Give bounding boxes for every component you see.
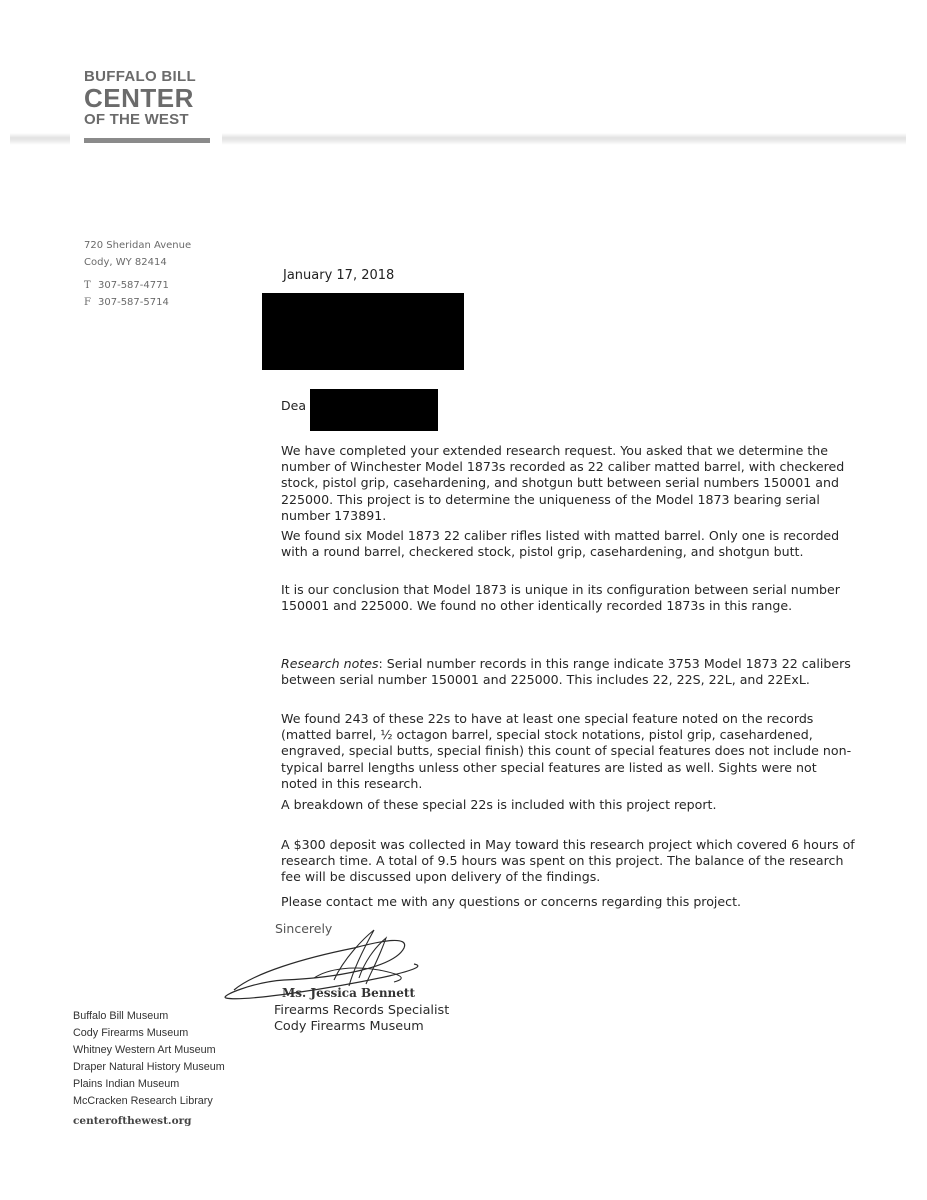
paragraph-conclusion — [281, 582, 856, 614]
paragraph-text: We have completed your extended research request. You asked that we determine the number of Winchester Model 1873s recorded as 22 caliber matted barrel, with checkered stock, pistol grip, casehardening, and shotgun butt between serial numbers 150001 and 225000. This project is to determine the uniqueness of the Model 1873 bearing serial number 173891. — [281, 443, 845, 523]
contact-numbers — [84, 277, 169, 311]
header-rule-left — [10, 133, 70, 145]
fax-label: F — [84, 297, 91, 308]
museum-item: Plains Indian Museum — [73, 1078, 180, 1090]
phone-row — [84, 277, 169, 294]
fax-row — [84, 294, 169, 311]
museum-item: Whitney Western Art Museum — [73, 1044, 216, 1056]
museum-item: Buffalo Bill Museum — [73, 1010, 169, 1022]
logo — [84, 68, 214, 129]
signer-org: Cody Firearms Museum — [274, 1019, 424, 1034]
header-rule-right — [222, 133, 906, 145]
paragraph-deposit — [281, 837, 856, 886]
redacted-recipient-name — [310, 389, 438, 431]
paragraph-text: It is our conclusion that Model 1873 is unique in its configuration between serial number 150001 and 225000. We found no other identically recorded 1873s in this range. — [281, 582, 840, 614]
paragraph-breakdown — [281, 797, 856, 813]
paragraph-request — [281, 443, 856, 524]
research-notes-text: : Serial number records in this range indicate 3753 Model 1873 22 calibers between serial number 150001 and 225000. This includes 22, 22S, 22L, and 22ExL. — [281, 656, 851, 688]
redacted-recipient-address — [262, 293, 464, 370]
signer-title: Firearms Records Specialist — [274, 1003, 450, 1018]
paragraph-text: A $300 deposit was collected in May toward this research project which covered 6 hours of research time. A total of 9.5 hours was spent on this project. The balance of the research fee will be discussed upon delivery of the findings. — [281, 837, 855, 885]
paragraph-findings — [281, 528, 856, 560]
paragraph-special-features — [281, 711, 856, 792]
museum-list — [73, 1008, 225, 1110]
signer-title-block — [274, 1003, 449, 1035]
address-street: 720 Sheridan Avenue — [84, 240, 192, 251]
paragraph-text: We found 243 of these 22s to have at least one special feature noted on the records (matted barrel, ½ octagon barrel, special stock notations, pistol grip, casehardened, engraved, special butts, special finish) this count of special features does not include non-typical barrel lengths unless other special features are listed as well. Sights were not noted in this research. — [281, 711, 852, 791]
paragraph-text: We found six Model 1873 22 caliber rifles listed with matted barrel. Only one is recorded with a round barrel, checkered stock, pistol grip, casehardening, and shotgun butt. — [281, 528, 840, 560]
research-notes-label: Research notes — [281, 656, 379, 671]
paragraph-text: A breakdown of these special 22s is included with this project report. — [281, 797, 717, 812]
paragraph-research-notes — [281, 656, 856, 688]
logo-line-1: BUFFALO BILL — [84, 68, 196, 85]
phone-number: 307-587-4771 — [98, 280, 169, 291]
paragraph-contact — [281, 894, 856, 910]
closing: Sincerely — [275, 921, 333, 936]
fax-number: 307-587-5714 — [98, 297, 169, 308]
paragraph-text: Please contact me with any questions or concerns regarding this project. — [281, 894, 742, 909]
logo-line-2: CENTER — [84, 83, 194, 113]
museum-item: Draper Natural History Museum — [73, 1061, 225, 1073]
letter-date: January 17, 2018 — [283, 268, 395, 283]
museum-item: McCracken Research Library — [73, 1095, 213, 1107]
signer-name: Ms. Jessica Bennett — [282, 986, 415, 1000]
museum-item: Cody Firearms Museum — [73, 1027, 189, 1039]
address-city: Cody, WY 82414 — [84, 257, 167, 268]
logo-line-3: OF THE WEST — [84, 111, 189, 128]
website-link[interactable]: centerofthewest.org — [73, 1115, 192, 1127]
greeting: Dea — [281, 398, 306, 413]
phone-label: T — [84, 280, 91, 291]
address-block — [84, 237, 191, 271]
logo-underline — [84, 138, 210, 143]
paragraph-text — [281, 656, 856, 688]
